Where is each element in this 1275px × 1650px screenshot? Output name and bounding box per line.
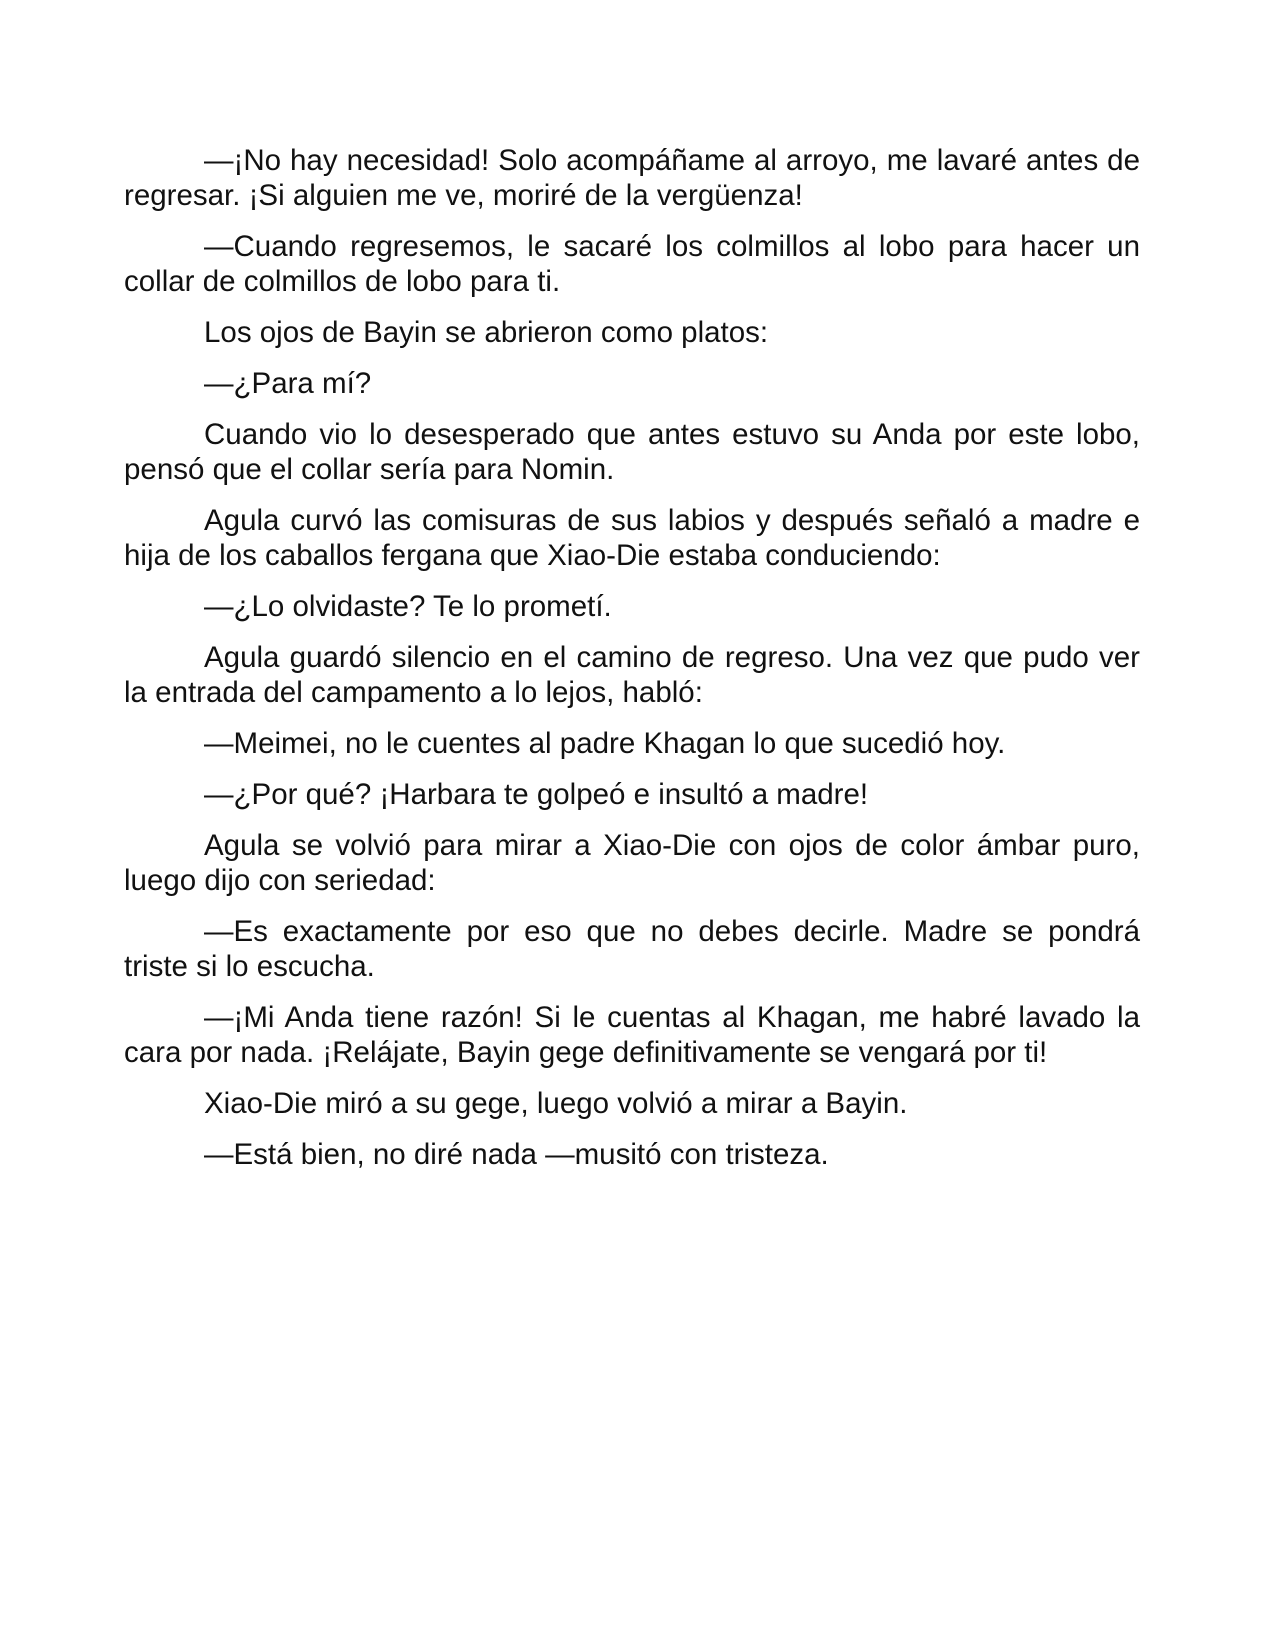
paragraph: —Meimei, no le cuentes al padre Khagan lo que sucedió hoy.	[204, 727, 1006, 760]
paragraph: Cuando vio lo desesperado que antes estuvo su Anda por este lobo, pensó que el collar sería para Nomin.	[124, 418, 1140, 486]
document-page	[124, 143, 1140, 1188]
paragraph: —¿Para mí?	[204, 367, 372, 400]
paragraph: —¿Lo olvidaste? Te lo prometí.	[204, 590, 612, 623]
paragraph: —¡No hay necesidad! Solo acompáñame al arroyo, me lavaré antes de regresar. ¡Si alguien me ve, moriré de la vergüenza!	[124, 144, 1140, 212]
paragraph: Agula guardó silencio en el camino de regreso. Una vez que pudo ver la entrada del campamento a lo lejos, habló:	[124, 641, 1140, 709]
paragraph: —Es exactamente por eso que no debes decirle. Madre se pondrá triste si lo escucha.	[124, 915, 1140, 983]
paragraph: Los ojos de Bayin se abrieron como platos:	[204, 316, 769, 349]
paragraph: Xiao-Die miró a su gege, luego volvió a mirar a Bayin.	[204, 1087, 908, 1120]
paragraph: Agula curvó las comisuras de sus labios y después señaló a madre e hija de los caballos fergana que Xiao-Die estaba conduciendo:	[124, 504, 1140, 572]
paragraph: —Está bien, no diré nada —musitó con tristeza.	[204, 1138, 829, 1171]
paragraph: —¿Por qué? ¡Harbara te golpeó e insultó a madre!	[204, 778, 869, 811]
paragraph: —Cuando regresemos, le sacaré los colmillos al lobo para hacer un collar de colmillos de lobo para ti.	[124, 230, 1140, 298]
paragraph: —¡Mi Anda tiene razón! Si le cuentas al Khagan, me habré lavado la cara por nada. ¡Relájate, Bayin gege definitivamente se vengará por ti!	[124, 1001, 1140, 1069]
paragraph: Agula se volvió para mirar a Xiao-Die con ojos de color ámbar puro, luego dijo con seriedad:	[124, 829, 1140, 897]
